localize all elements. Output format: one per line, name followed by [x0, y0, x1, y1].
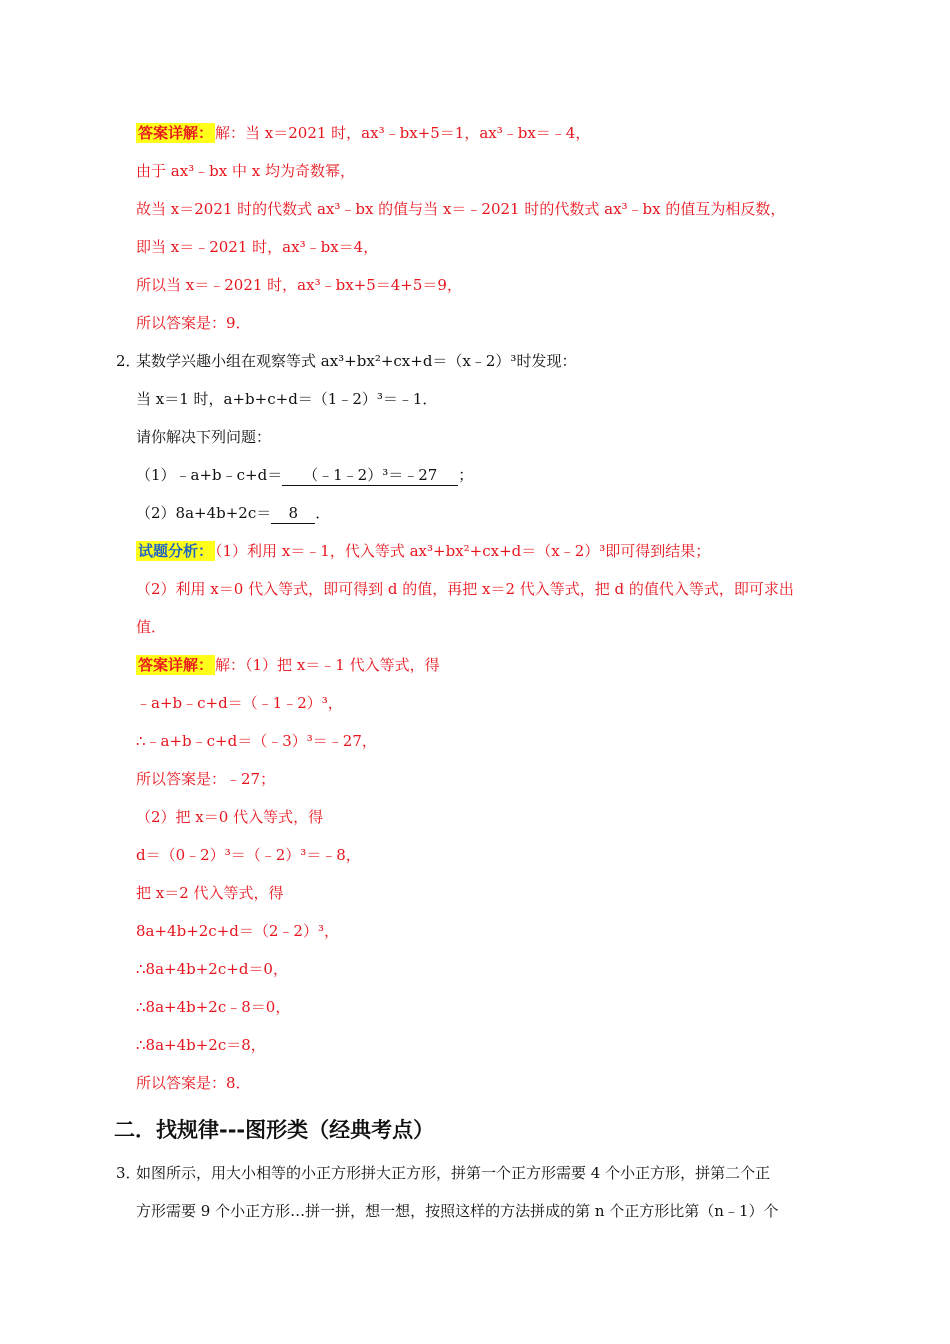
q1-answer-line-1: 答案详解： 解：当 x＝2021 时，ax³﹣bx+5＝1，ax³﹣bx＝﹣4，	[138, 124, 591, 142]
q2-part2-answer: 8	[271, 503, 315, 524]
q3-line-1: 如图所示，用大小相等的小正方形拼大正方形，拼第一个正方形需要 4 个小正方形，拼第二个正	[136, 1164, 771, 1182]
q2-analysis-line-2: （2）利用 x＝0 代入等式，即可得到 d 的值，再把 x＝2 代入等式，把 d 的值代入等式，即可求出	[136, 580, 794, 598]
q1-answer-line-5: 所以当 x＝﹣2021 时，ax³﹣bx+5＝4+5＝9，	[136, 276, 462, 294]
q2-number: 2．	[116, 352, 141, 370]
q2-answer-line-8: 8a+4b+2c+d＝（2﹣2）³，	[136, 922, 339, 940]
q2-answer-line-9: ∴8a+4b+2c+d＝0，	[136, 960, 288, 978]
q2-part2: （2）8a+4b+2c＝ 8 ．	[136, 504, 331, 522]
q2-part1-answer: （﹣1﹣2）³＝﹣27	[282, 465, 458, 486]
answer-tag: 答案详解：	[138, 656, 214, 674]
section-heading: 二．找规律---图形类（经典考点）	[114, 1118, 435, 1142]
q2-stem: 某数学兴趣小组在观察等式 ax³+bx²+cx+d＝（x﹣2）³时发现：	[136, 352, 577, 370]
q1-answer-line-4: 即当 x＝﹣2021 时，ax³﹣bx＝4，	[136, 238, 379, 256]
q1-answer-line-6: 所以答案是：9．	[136, 314, 251, 332]
q2-analysis-line-1: 试题分析： （1）利用 x＝﹣1，代入等式 ax³+bx²+cx+d＝（x﹣2）³即可得到结果；	[138, 542, 711, 560]
q2-prompt: 请你解决下列问题：	[136, 428, 272, 446]
q2-answer-line-4: 所以答案是：﹣27；	[136, 770, 276, 788]
q2-answer-line-3: ∴﹣a+b﹣c+d＝（﹣3）³＝﹣27，	[136, 732, 377, 750]
q2-answer-line-1: 答案详解： 解：（1）把 x＝﹣1 代入等式，得	[138, 656, 440, 674]
q2-part1: （1）﹣a+b﹣c+d＝ （﹣1﹣2）³＝﹣27 ；	[136, 466, 474, 484]
q2-answer-line-2: ﹣a+b﹣c+d＝（﹣1﹣2）³，	[136, 694, 343, 712]
q1-answer-line-3: 故当 x＝2021 时的代数式 ax³﹣bx 的值与当 x＝﹣2021 时的代数式 ax³﹣bx 的值互为相反数，	[136, 200, 786, 218]
q2-answer-line-7: 把 x＝2 代入等式，得	[136, 884, 284, 902]
q3-line-2: 方形需要 9 个小正方形…拼一拼，想一想，按照这样的方法拼成的第 n 个正方形比第（n﹣1）个	[136, 1202, 779, 1220]
q1-answer-line-2: 由于 ax³﹣bx 中 x 均为奇数幂，	[136, 162, 356, 180]
q2-answer-line-11: ∴8a+4b+2c＝8，	[136, 1036, 266, 1054]
analysis-tag: 试题分析：	[138, 542, 214, 560]
q2-answer-line-6: d＝（0﹣2）³＝（﹣2）³＝﹣8，	[136, 846, 361, 864]
answer-tag: 答案详解：	[138, 124, 214, 142]
q3-number: 3．	[116, 1164, 141, 1182]
q2-answer-line-10: ∴8a+4b+2c﹣8＝0，	[136, 998, 291, 1016]
q2-example: 当 x＝1 时，a+b+c+d＝（1﹣2）³＝﹣1．	[136, 390, 438, 408]
q2-answer-line-5: （2）把 x＝0 代入等式，得	[136, 808, 324, 826]
q2-analysis-line-3: 值．	[136, 618, 167, 636]
q2-answer-line-12: 所以答案是：8．	[136, 1074, 251, 1092]
